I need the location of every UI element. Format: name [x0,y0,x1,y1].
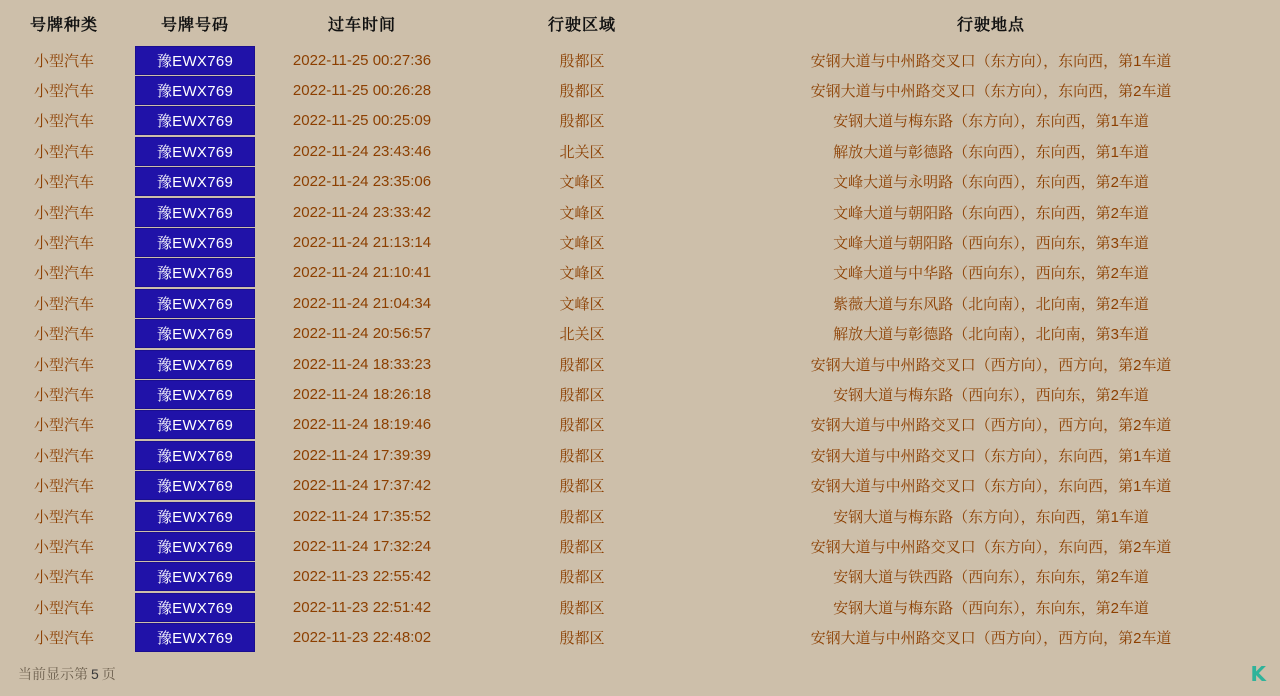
pagination-suffix: 页 [101,666,116,682]
cell-plate-number [128,45,262,75]
cell-pass-time: 2022-11-24 23:43:46 [292,142,432,160]
cell-plate-type: 小型汽车 [33,447,94,465]
cell-area: 殷都区 [559,417,605,435]
cell-plate-number [128,531,262,561]
table-row [0,379,1280,409]
table-row [0,167,1280,197]
cell-plate-type: 小型汽车 [33,508,94,526]
plate-badge[interactable]: 豫EWX769 [135,532,255,561]
cell-pass-time: 2022-11-24 17:37:42 [292,477,432,495]
cell-location: 安钢大道与中州路交叉口（东方向），东向西，第1车道 [810,478,1172,496]
plate-badge[interactable]: 豫EWX769 [135,198,255,227]
plate-badge[interactable]: 豫EWX769 [135,441,255,470]
cell-pass-time: 2022-11-23 22:51:42 [292,598,432,616]
cell-plate-type: 小型汽车 [33,204,94,222]
cell-location: 文峰大道与永明路（东向西），东向西，第2车道 [833,174,1149,192]
cell-plate-number [128,501,262,531]
cell-plate-type: 小型汽车 [33,538,94,556]
cell-pass-time: 2022-11-24 18:19:46 [292,416,432,434]
column-header-plate-number: 号牌号码 [160,17,229,34]
plate-badge[interactable]: 豫EWX769 [135,46,255,75]
cell-pass-time: 2022-11-24 17:35:52 [292,507,432,525]
cell-area: 殷都区 [559,508,605,526]
table-body [0,45,1280,653]
table-row [0,531,1280,561]
plate-badge[interactable]: 豫EWX769 [135,228,255,257]
cell-plate-type: 小型汽车 [33,265,94,283]
cell-area: 殷都区 [559,478,605,496]
cell-pass-time: 2022-11-25 00:26:28 [292,82,432,100]
plate-badge[interactable]: 豫EWX769 [135,76,255,105]
cell-plate-type: 小型汽车 [33,386,94,404]
cell-area: 文峰区 [559,174,605,192]
cell-pass-time: 2022-11-24 18:33:23 [292,355,432,373]
cell-area: 文峰区 [559,265,605,283]
cell-area: 文峰区 [559,295,605,313]
cell-area: 北关区 [559,326,605,344]
cell-plate-number [128,167,262,197]
pagination-status [18,664,116,684]
cell-area: 殷都区 [559,386,605,404]
plate-badge[interactable]: 豫EWX769 [135,258,255,287]
cell-location: 安钢大道与梅东路（西向东），西向东，第2车道 [833,386,1149,404]
cell-plate-number [128,440,262,470]
cell-plate-type: 小型汽车 [33,174,94,192]
cell-plate-number [128,410,262,440]
cell-location: 文峰大道与朝阳路（东向西），东向西，第2车道 [833,204,1149,222]
cell-pass-time: 2022-11-24 23:33:42 [292,203,432,221]
cell-area: 殷都区 [559,83,605,101]
table-row [0,136,1280,166]
cell-plate-number [128,562,262,592]
table-row [0,227,1280,257]
cell-location: 安钢大道与梅东路（西向东），东向东，第2车道 [833,599,1149,617]
cell-location: 解放大道与彰德路（北向南），北向南，第3车道 [833,326,1149,344]
table-row [0,440,1280,470]
plate-badge[interactable]: 豫EWX769 [135,562,255,591]
cell-location: 安钢大道与中州路交叉口（东方向），东向西，第1车道 [810,447,1172,465]
cell-plate-type: 小型汽车 [33,356,94,374]
cell-plate-number [128,622,262,652]
cell-pass-time: 2022-11-24 17:39:39 [292,446,432,464]
cell-plate-type: 小型汽车 [33,417,94,435]
table-row [0,349,1280,379]
pagination-page-number: 5 [91,666,99,682]
cell-pass-time: 2022-11-25 00:27:36 [292,51,432,69]
cell-location: 安钢大道与中州路交叉口（东方向），东向西，第2车道 [810,83,1172,101]
plate-badge[interactable]: 豫EWX769 [135,350,255,379]
cell-location: 紫薇大道与东风路（北向南），北向南，第2车道 [833,295,1149,313]
cell-pass-time: 2022-11-24 21:10:41 [292,264,432,282]
cell-area: 殷都区 [559,538,605,556]
pagination-prefix: 当前显示第 [18,666,88,682]
table-row [0,258,1280,288]
table-row [0,562,1280,592]
cell-area: 北关区 [559,143,605,161]
cell-location: 安钢大道与梅东路（东方向），东向西，第1车道 [833,508,1149,526]
cell-pass-time: 2022-11-25 00:25:09 [292,112,432,130]
cell-pass-time: 2022-11-24 17:32:24 [292,537,432,555]
table-row [0,470,1280,500]
cell-pass-time: 2022-11-24 20:56:57 [292,325,432,343]
table-row [0,319,1280,349]
cell-area: 殷都区 [559,569,605,587]
plate-badge[interactable]: 豫EWX769 [135,137,255,166]
cell-plate-number [128,379,262,409]
cell-plate-type: 小型汽车 [33,113,94,131]
cell-location: 解放大道与彰德路（东向西），东向西，第1车道 [833,143,1149,161]
cell-area: 殷都区 [559,630,605,648]
plate-badge[interactable]: 豫EWX769 [135,167,255,196]
table-row [0,288,1280,318]
table-header [0,0,1280,45]
table-row [0,622,1280,652]
cell-area: 殷都区 [559,113,605,131]
cell-location: 安钢大道与中州路交叉口（东方向），东向西，第2车道 [810,538,1172,556]
table-row [0,106,1280,136]
cell-plate-number [128,106,262,136]
cell-plate-number [128,136,262,166]
cell-plate-type: 小型汽车 [33,143,94,161]
plate-badge[interactable]: 豫EWX769 [135,106,255,135]
cell-location: 安钢大道与中州路交叉口（西方向），西方向，第2车道 [810,356,1172,374]
column-header-pass-time: 过车时间 [327,17,396,34]
column-header-area: 行驶区域 [547,17,616,34]
table-row [0,75,1280,105]
cell-plate-number [128,75,262,105]
cell-pass-time: 2022-11-23 22:48:02 [292,629,432,647]
cell-plate-number [128,288,262,318]
cell-plate-type: 小型汽车 [33,235,94,253]
plate-badge[interactable]: 豫EWX769 [135,289,255,318]
cell-plate-type: 小型汽车 [33,569,94,587]
cell-location: 文峰大道与中华路（西向东），西向东，第2车道 [833,265,1149,283]
cell-plate-number [128,349,262,379]
cell-plate-type: 小型汽车 [33,599,94,617]
cell-area: 文峰区 [559,235,605,253]
cell-pass-time: 2022-11-24 18:26:18 [292,385,432,403]
cell-location: 安钢大道与中州路交叉口（东方向），东向西，第1车道 [810,52,1172,70]
cell-plate-number [128,319,262,349]
table-row [0,410,1280,440]
cell-area: 殷都区 [559,356,605,374]
cell-location: 安钢大道与铁西路（西向东），东向东，第2车道 [833,569,1149,587]
column-header-plate-type: 号牌种类 [29,17,98,34]
cell-plate-type: 小型汽车 [33,630,94,648]
cell-plate-type: 小型汽车 [33,52,94,70]
cell-location: 安钢大道与中州路交叉口（西方向），西方向，第2车道 [810,417,1172,435]
table-row [0,197,1280,227]
cell-pass-time: 2022-11-23 22:55:42 [292,568,432,586]
watermark-logo: K [1250,662,1266,686]
plate-badge[interactable]: 豫EWX769 [135,502,255,531]
cell-plate-type: 小型汽车 [33,478,94,496]
cell-area: 殷都区 [559,447,605,465]
table-header-row [0,0,1280,45]
plate-badge[interactable]: 豫EWX769 [135,319,255,348]
plate-badge[interactable]: 豫EWX769 [135,623,255,652]
cell-location: 文峰大道与朝阳路（西向东），西向东，第3车道 [833,235,1149,253]
table-row [0,501,1280,531]
cell-plate-type: 小型汽车 [33,295,94,313]
plate-badge[interactable]: 豫EWX769 [135,410,255,439]
cell-location: 安钢大道与中州路交叉口（西方向），西方向，第2车道 [810,630,1172,648]
table-row [0,592,1280,622]
cell-pass-time: 2022-11-24 23:35:06 [292,173,432,191]
plate-badge[interactable]: 豫EWX769 [135,471,255,500]
cell-area: 殷都区 [559,599,605,617]
cell-plate-number [128,592,262,622]
cell-pass-time: 2022-11-24 21:04:34 [292,294,432,312]
cell-plate-number [128,258,262,288]
plate-badge[interactable]: 豫EWX769 [135,380,255,409]
cell-area: 文峰区 [559,204,605,222]
column-header-location: 行驶地点 [956,17,1025,34]
cell-area: 殷都区 [559,52,605,70]
plate-badge[interactable]: 豫EWX769 [135,593,255,622]
cell-pass-time: 2022-11-24 21:13:14 [292,234,432,252]
cell-plate-number [128,197,262,227]
cell-plate-type: 小型汽车 [33,326,94,344]
table-row [0,45,1280,75]
cell-location: 安钢大道与梅东路（东方向），东向西，第1车道 [833,113,1149,131]
cell-plate-number [128,470,262,500]
cell-plate-type: 小型汽车 [33,83,94,101]
cell-plate-number [128,227,262,257]
